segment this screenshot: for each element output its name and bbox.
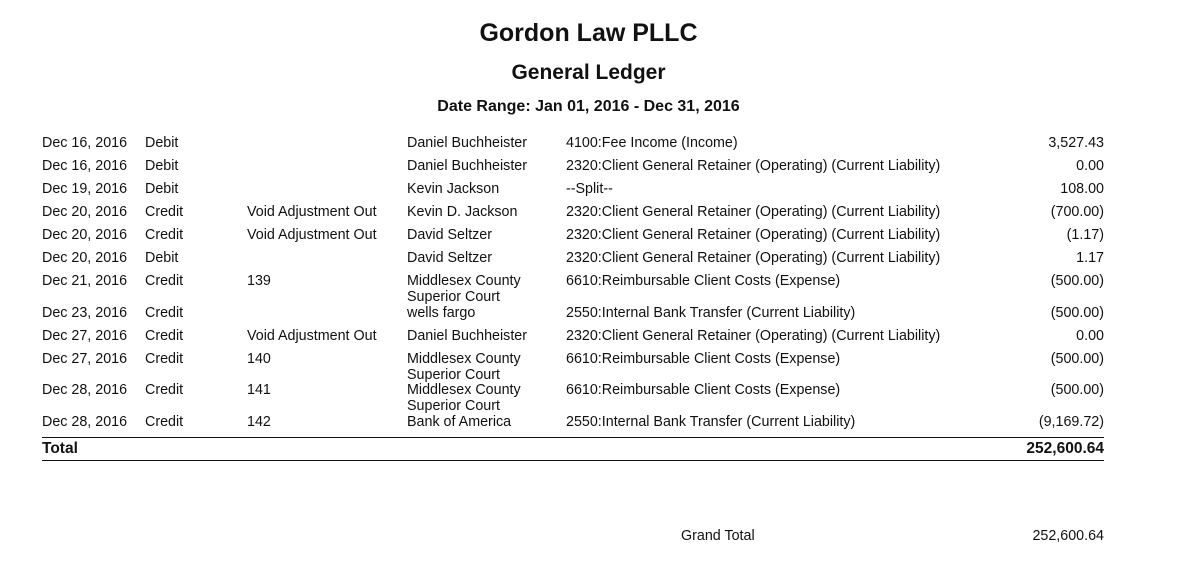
row-account: 2550:Internal Bank Transfer (Current Liability) [566,305,856,321]
row-type: Credit [145,273,184,289]
row-date: Dec 20, 2016 [42,204,128,220]
row-amount: (500.00) [1050,351,1104,367]
row-date: Dec 16, 2016 [42,158,128,174]
row-date: Dec 27, 2016 [42,351,128,367]
row-name: Daniel Buchheister [407,328,528,344]
row-amount: 108.00 [1060,181,1104,197]
table-row [42,273,1104,305]
row-account: 2320:Client General Retainer (Operating) (Current Liability) [566,227,941,243]
date-range: Date Range: Jan 01, 2016 - Dec 31, 2016 [437,98,740,115]
row-type: Credit [145,382,184,398]
row-date: Dec 23, 2016 [42,305,128,321]
row-name: Kevin Jackson [407,181,500,197]
row-type: Debit [145,181,179,197]
row-num: 142 [247,414,271,430]
row-date: Dec 27, 2016 [42,328,128,344]
total-row [42,437,1104,461]
row-type: Credit [145,414,184,430]
row-type: Debit [145,135,179,151]
row-amount: 3,527.43 [1048,135,1104,151]
row-amount: (9,169.72) [1038,414,1104,430]
row-account: 2320:Client General Retainer (Operating) (Current Liability) [566,250,941,266]
company-name: Gordon Law PLLC [479,19,698,47]
row-account: 6610:Reimbursable Client Costs (Expense) [566,273,841,289]
table-row [42,351,1104,382]
grand-total-label: Grand Total [681,528,755,544]
row-account: 2320:Client General Retainer (Operating) (Current Liability) [566,204,941,220]
row-account: 4100:Fee Income (Income) [566,135,738,151]
row-num: 140 [247,351,271,367]
row-name: Bank of America [407,414,512,430]
grand-total-amount: 252,600.64 [1032,528,1104,544]
table-row [42,305,1104,328]
row-date: Dec 28, 2016 [42,414,128,430]
row-amount: (500.00) [1050,273,1104,289]
row-date: Dec 28, 2016 [42,382,128,398]
row-amount: (500.00) [1050,305,1104,321]
row-num: 139 [247,273,271,289]
row-type: Debit [145,158,179,174]
row-name: Daniel Buchheister [407,158,528,174]
row-amount: (700.00) [1050,204,1104,220]
table-row [42,414,1104,430]
row-name: Kevin D. Jackson [407,204,518,220]
row-name: wells fargo [407,305,476,321]
row-name: David Seltzer [407,250,493,266]
row-type: Credit [145,305,184,321]
report-title: General Ledger [511,61,666,84]
row-type: Credit [145,227,184,243]
row-amount: (500.00) [1050,382,1104,398]
table-row [42,158,1104,181]
row-num: Void Adjustment Out [247,204,377,220]
row-name: Middlesex County Superior Court [407,351,521,383]
row-date: Dec 19, 2016 [42,181,128,197]
row-type: Credit [145,351,184,367]
table-row [42,227,1104,250]
table-row [42,181,1104,204]
ledger-table [42,135,1104,430]
row-date: Dec 20, 2016 [42,250,128,266]
table-row [42,382,1104,414]
table-row [42,250,1104,273]
row-num: Void Adjustment Out [247,227,377,243]
row-account: 2550:Internal Bank Transfer (Current Liability) [566,414,856,430]
row-account: 2320:Client General Retainer (Operating) (Current Liability) [566,328,941,344]
table-row [42,204,1104,227]
row-account: 6610:Reimbursable Client Costs (Expense) [566,382,841,398]
row-account: --Split-- [566,181,613,197]
row-date: Dec 20, 2016 [42,227,128,243]
row-name: David Seltzer [407,227,493,243]
total-label: Total [42,440,78,457]
total-amount: 252,600.64 [1026,440,1104,457]
row-date: Dec 21, 2016 [42,273,128,289]
table-row [42,135,1104,158]
row-type: Credit [145,204,184,220]
row-num: Void Adjustment Out [247,328,377,344]
row-type: Credit [145,328,184,344]
row-amount: 0.00 [1076,328,1104,344]
row-name: Daniel Buchheister [407,135,528,151]
row-amount: 0.00 [1076,158,1104,174]
table-row [42,328,1104,351]
row-name: Middlesex County Superior Court [407,273,521,305]
row-amount: 1.17 [1076,250,1104,266]
row-date: Dec 16, 2016 [42,135,128,151]
row-amount: (1.17) [1066,227,1104,243]
row-account: 2320:Client General Retainer (Operating) (Current Liability) [566,158,941,174]
row-type: Debit [145,250,179,266]
row-name: Middlesex County Superior Court [407,382,521,414]
row-account: 6610:Reimbursable Client Costs (Expense) [566,351,841,367]
row-num: 141 [247,382,271,398]
